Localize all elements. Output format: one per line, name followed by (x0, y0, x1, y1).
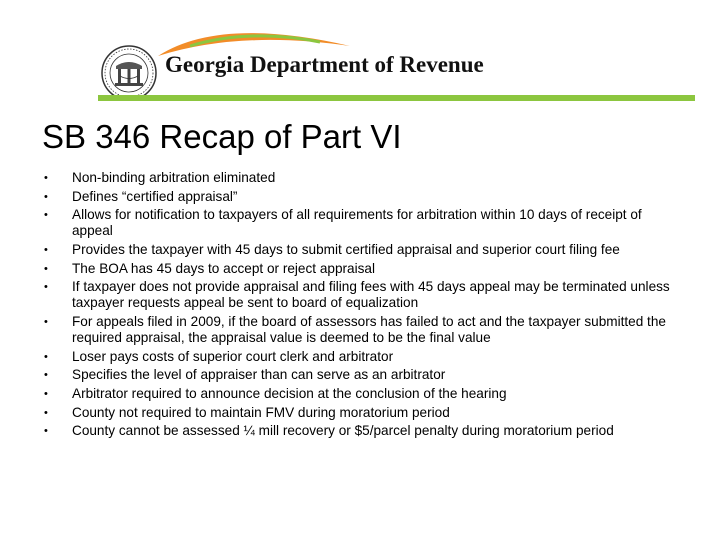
bullet-marker: • (44, 350, 48, 363)
bullet-text: Allows for notification to taxpayers of all requirements for arbitration within 10 days of receipt of appeal (72, 207, 642, 239)
bullet-item (44, 405, 684, 421)
bullet-item (44, 386, 684, 402)
bullet-marker: • (44, 190, 48, 203)
bullet-marker: • (44, 243, 48, 256)
bullet-item (44, 314, 684, 346)
bullet-marker: • (44, 209, 48, 222)
bullet-text: The BOA has 45 days to accept or reject appraisal (72, 260, 376, 276)
bullet-item (44, 261, 684, 277)
bullet-marker: • (44, 262, 48, 275)
bullet-marker: • (44, 425, 48, 438)
bullet-text: Non-binding arbitration eliminated (72, 170, 276, 185)
bullet-marker: • (44, 281, 48, 294)
bullet-list (44, 170, 684, 442)
bullet-text: If taxpayer does not provide appraisal and filing fees with 45 days appeal may be terminated unless taxpayer requests appeal be sent to board of equalization (72, 279, 670, 311)
slide-header (0, 0, 720, 110)
bullet-item (44, 242, 684, 258)
header-divider (98, 95, 695, 101)
bullet-marker: • (44, 387, 48, 400)
bullet-item (44, 349, 684, 365)
organization-name: Georgia Department of Revenue (165, 52, 484, 77)
bullet-item (44, 423, 684, 439)
bullet-item (44, 170, 684, 186)
bullet-text: Specifies the level of appraiser than can serve as an arbitrator (72, 367, 446, 383)
bullet-item (44, 207, 684, 239)
bullet-text: For appeals filed in 2009, if the board of assessors has failed to act and the taxpayer submitted the required appraisal, the appraisal value is deemed to be the final value (72, 313, 666, 346)
bullet-text: County not required to maintain FMV during moratorium period (72, 404, 450, 420)
slide-title: SB 346 Recap of Part VI (42, 118, 402, 155)
bullet-item (44, 367, 684, 383)
bullet-marker: • (44, 172, 48, 184)
bullet-text: Defines “certified appraisal” (72, 188, 238, 204)
bullet-marker: • (44, 369, 48, 382)
bullet-item (44, 189, 684, 205)
bullet-text: Loser pays costs of superior court clerk and arbitrator (72, 348, 394, 364)
bullet-marker: • (44, 406, 48, 419)
bullet-text: Arbitrator required to announce decision at the conclusion of the hearing (72, 385, 507, 401)
bullet-marker: • (44, 315, 48, 328)
bullet-item (44, 279, 684, 311)
bullet-text: County cannot be assessed ¼ mill recovery or $5/parcel penalty during moratorium period (72, 423, 614, 439)
bullet-text: Provides the taxpayer with 45 days to submit certified appraisal and superior court filing fee (72, 241, 620, 257)
